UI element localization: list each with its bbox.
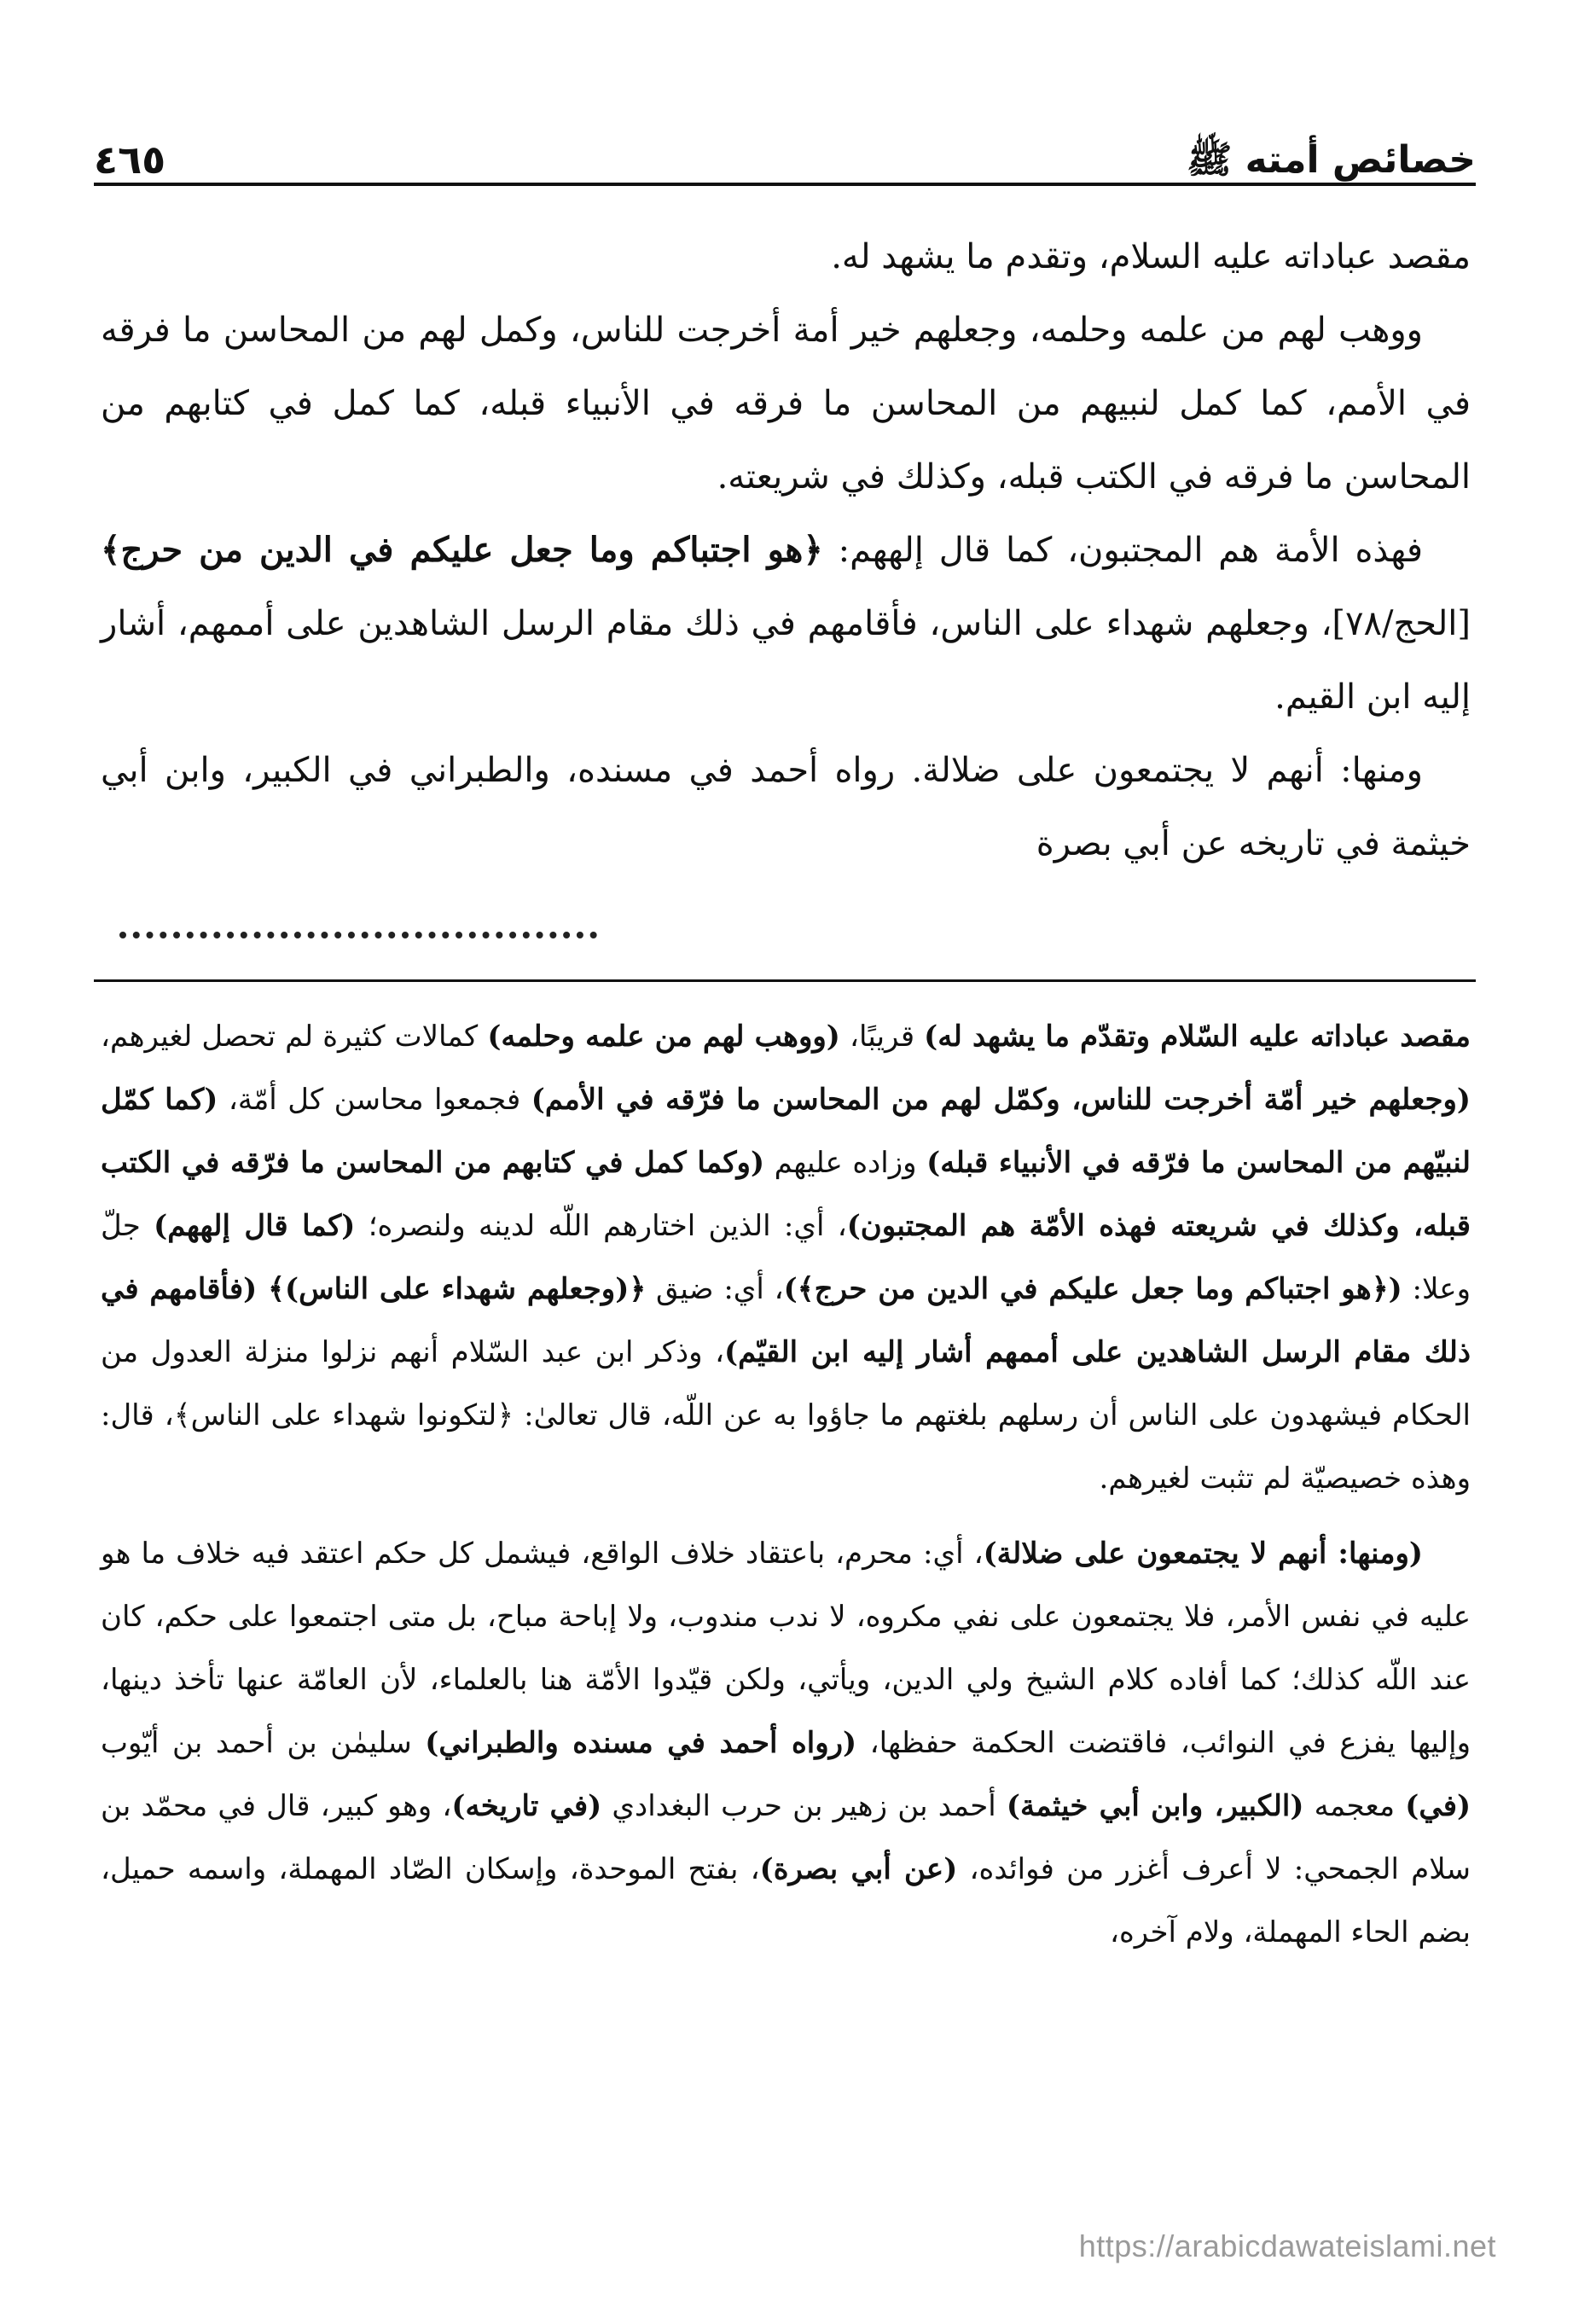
main-paragraph-3 bbox=[101, 514, 1471, 734]
commentary-text: ، أي: الذين اختارهم اللّه لدينه ولنصره؛ bbox=[355, 1209, 847, 1243]
main-paragraph-2: ووهب لهم من علمه وحلمه، وجعلهم خير أمة أخرجت للناس، وكمل لهم من المحاسن ما فرقه في الأمم، كما كمل لنبيهم من المحاسن ما فرقه في الأنبياء قبله، كما كمل في كتابهم من المحاسن ما فرقه في الكتب قبله، وكذلك في شريعته. bbox=[101, 311, 1471, 497]
main-paragraph-1: مقصد عباداته عليه السلام، وتقدم ما يشهد له. bbox=[831, 237, 1471, 276]
commentary-text: كمالات كثيرة لم تحصل لغيرهم، bbox=[101, 1020, 488, 1054]
commentary-text: أحمد بن زهير بن حرب البغدادي bbox=[601, 1789, 1007, 1823]
commentary-paragraph-1 bbox=[101, 1005, 1471, 1510]
commentary-text: قريبًا، bbox=[839, 1020, 925, 1054]
main-text bbox=[101, 220, 1471, 880]
main-paragraph-4: ومنها: أنهم لا يجتمعون على ضلالة. رواه أحمد في مسنده، والطبراني في الكبير، وابن أبي خيثمة في تاريخه عن أبي بصرة bbox=[101, 751, 1471, 863]
commentary-paragraph-2 bbox=[101, 1522, 1471, 1964]
commentary-lemma: (وجعلهم خير أمّة أخرجت للناس، وكمّل لهم من المحاسن ما فرّقه في الأمم) bbox=[531, 1083, 1471, 1117]
commentary-lemma: مقصد عباداته عليه السّلام وتقدّم ما يشهد له) bbox=[924, 1020, 1471, 1054]
commentary-text: ، وهو كبير، قال في محمّد بن سلام الجمحي: لا أعرف أغزر من فوائده، bbox=[101, 1789, 1471, 1886]
quran-quote: ﴿هو اجتباكم وما جعل عليكم في الدين من حرج﴾ bbox=[101, 530, 823, 570]
commentary-text: جلّ وعلا: bbox=[101, 1209, 1471, 1306]
commentary-lemma: (ووهب لهم من علمه وحلمه) bbox=[487, 1020, 840, 1054]
source-watermark: https://arabicdawateislami.net bbox=[1078, 2228, 1496, 2263]
commentary-lemma: (﴿هو اجتباكم وما جعل عليكم في الدين من حرج﴾) bbox=[783, 1272, 1402, 1306]
commentary-lemma: (وكما كمل في كتابهم من المحاسن ما فرّقه في الكتب قبله، وكذلك في شريعته فهذه الأمّة هم المجتبون) bbox=[101, 1146, 1471, 1243]
commentary-lemma: (كما كمّل لنبيّهم من المحاسن ما فرّقه في الأنبياء قبله) bbox=[101, 1083, 1471, 1180]
commentary-lemma: ﴿(وجعلهم شهداء على الناس)﴾ (فأقامهم في ذلك مقام الرسل الشاهدين على أممهم أشار إليه ابن القيّم) bbox=[101, 1272, 1471, 1369]
commentary-text: ، أي: محرم، باعتقاد خلاف الواقع، فيشمل كل حكم اعتقد فيه خلاف ما هو عليه في نفس الأمر، فلا يجتمعون على نفي مكروه، لا ندب مندوب، ولا إباحة مباح، بل متى اجتمعوا على حكم، كان عند اللّه كذلك؛ كما أفاده كلام الشيخ ولي الدين، ويأتي، ولكن قيّدوا الأمّة هنا بالعلماء، لأن العامّة عنها تأخذ دينها، وإليها يفزع في النوائب، فاقتضت الحكمة حفظها، bbox=[101, 1537, 1471, 1760]
commentary-lemma: (الكبير، وابن أبي خيثمة) bbox=[1006, 1789, 1304, 1823]
commentary-lemma: (كما قال إلههم) bbox=[154, 1209, 356, 1243]
page-header bbox=[94, 102, 1476, 183]
page-number: ٤٦٥ bbox=[94, 137, 166, 183]
commentary-lemma: (رواه أحمد في مسنده والطبراني) bbox=[425, 1726, 857, 1760]
commentary-lemma: (عن أبي بصرة) bbox=[759, 1852, 958, 1886]
continuation-dots bbox=[119, 932, 597, 947]
commentary-text: وزاده عليهم bbox=[764, 1146, 927, 1180]
commentary-lemma: (في) bbox=[1405, 1789, 1471, 1823]
commentary-text: معجمه bbox=[1303, 1789, 1406, 1823]
text-commentary-separator bbox=[94, 979, 1476, 982]
commentary-text: ، بفتح الموحدة، وإسكان الصّاد المهملة، واسمه حميل، بضم الحاء المهملة، ولام آخره، bbox=[101, 1852, 1471, 1949]
main-paragraph-3-text-a: فهذه الأمة هم المجتبون، كما قال إلههم: bbox=[822, 531, 1423, 570]
commentary bbox=[101, 1005, 1471, 1964]
commentary-lemma: (ومنها: أنهم لا يجتمعون على ضلالة) bbox=[983, 1537, 1423, 1571]
commentary-lemma: (في تاريخه) bbox=[451, 1789, 602, 1823]
running-title: خصائص أمته ﷺ bbox=[1187, 138, 1476, 182]
commentary-text: ، أي: ضيق bbox=[646, 1272, 784, 1306]
header-rule bbox=[94, 183, 1476, 186]
commentary-text: سليمٰن بن أحمد بن أيّوب bbox=[101, 1726, 426, 1760]
commentary-text: ، وذكر ابن عبد السّلام أنهم نزلوا منزلة العدول من الحكام فيشهدون على الناس أن رسلهم بلغتهم ما جاؤوا به عن اللّه، قال تعالىٰ: ﴿لتكونوا شهداء على الناس﴾، قال: وهذه خصيصيّة لم تثبت لغيرهم. bbox=[101, 1335, 1471, 1496]
commentary-text: فجمعوا محاسن كل أمّة، bbox=[218, 1083, 531, 1117]
main-paragraph-3-text-b: [الحج/٧٨]، وجعلهم شهداء على الناس، فأقامهم في ذلك مقام الرسل الشاهدين على أممهم، أشار إليه ابن القيم. bbox=[101, 604, 1471, 717]
